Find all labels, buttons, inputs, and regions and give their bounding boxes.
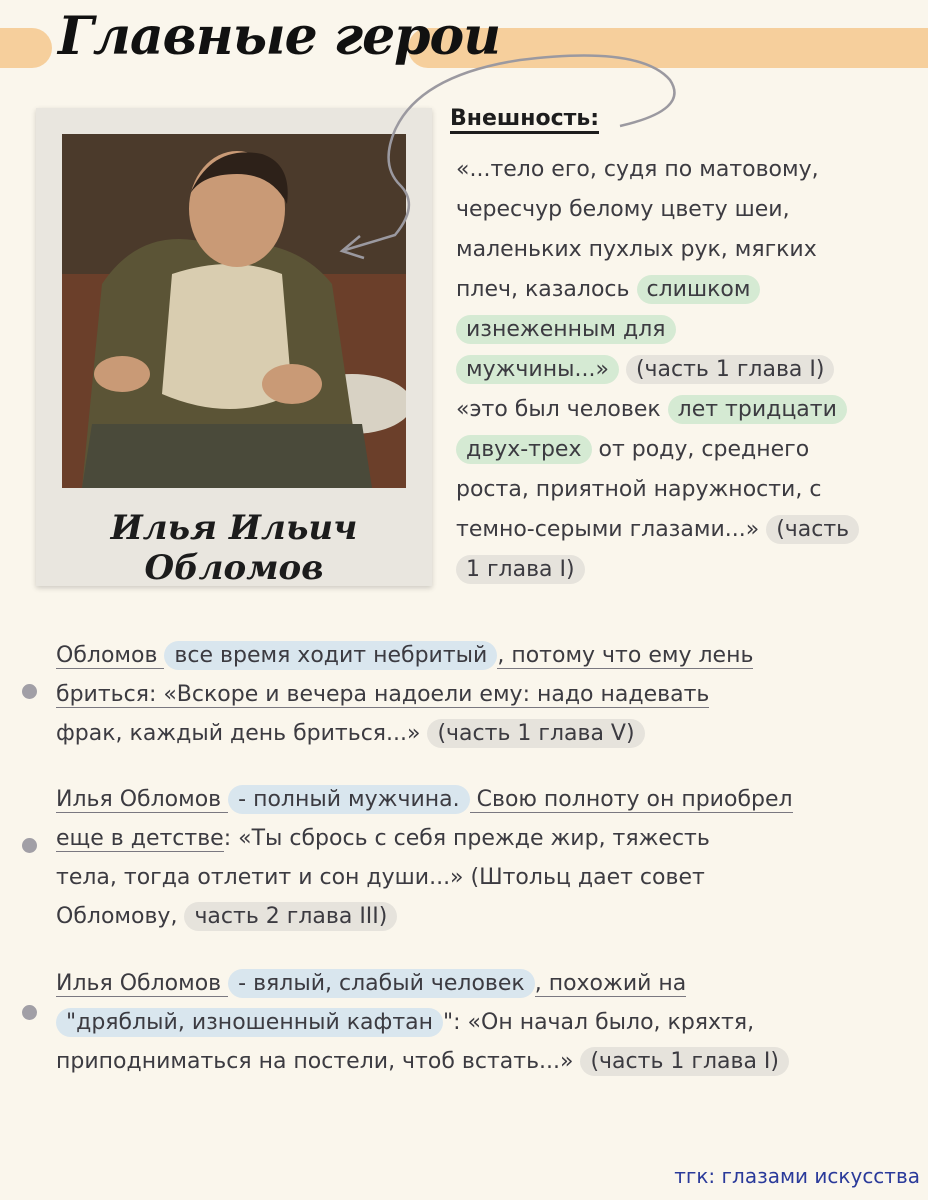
reference-badge: (часть bbox=[766, 515, 859, 544]
highlight-green: мужчины...» bbox=[456, 355, 619, 384]
quote-line bbox=[456, 310, 916, 350]
highlight-green: слишком bbox=[637, 275, 761, 304]
portrait-caption: Илья Ильич Обломов bbox=[110, 508, 358, 588]
bullet-item bbox=[56, 636, 916, 753]
quote-line bbox=[456, 350, 916, 390]
highlight-blue: - полный мужчина. bbox=[228, 785, 469, 814]
quote-line: «это был человек лет тридцати bbox=[456, 390, 916, 430]
quote-line: двух-трех от роду, среднего bbox=[456, 430, 916, 470]
bullet-line: фрак, каждый день бриться...» (часть 1 глава V) bbox=[56, 714, 916, 753]
appearance-label: Внешность: bbox=[450, 106, 599, 131]
bullet-line: Илья Обломов - вялый, слабый человек , похожий на bbox=[56, 971, 687, 996]
quote-line: «...тело его, судя по матовому, bbox=[456, 157, 819, 182]
reference-badge: (часть 1 глава V) bbox=[427, 719, 644, 748]
appearance-quotes bbox=[456, 150, 916, 590]
bullet-line: Обломову, часть 2 глава III) bbox=[56, 897, 916, 936]
quote-line: плеч, казалось слишком bbox=[456, 270, 916, 310]
bullet-item bbox=[56, 964, 916, 1081]
bullet-item bbox=[56, 780, 916, 936]
bullet-dot bbox=[22, 838, 37, 853]
page-title: Главные герои bbox=[58, 6, 500, 67]
bullet-line: бриться: «Вскоре и вечера надоели ему: надо надевать bbox=[56, 682, 710, 707]
highlight-blue: все время ходит небритый bbox=[164, 641, 497, 670]
bullet-dot bbox=[22, 1005, 37, 1020]
bullet-line: Обломов все время ходит небритый , потому что ему лень bbox=[56, 643, 754, 668]
quote-line: роста, приятной наружности, с bbox=[456, 477, 822, 502]
reference-badge: часть 2 глава III) bbox=[184, 902, 397, 931]
bullet-line: приподниматься на постели, чтоб встать...» (часть 1 глава I) bbox=[56, 1042, 916, 1081]
bullet-dot bbox=[22, 684, 37, 699]
bullet-line: еще в детстве: «Ты сбрось с себя прежде жир, тяжесть bbox=[56, 826, 710, 851]
highlight-green: лет тридцати bbox=[668, 395, 847, 424]
highlight-blue: "дряблый, изношенный кафтан bbox=[56, 1008, 443, 1037]
highlight-green: двух-трех bbox=[456, 435, 592, 464]
quote-line: темно-серыми глазами...» (часть bbox=[456, 510, 916, 550]
bullet-line: тела, тогда отлетит и сон души...» (Штольц дает совет bbox=[56, 865, 705, 890]
highlight-green: изнеженным для bbox=[456, 315, 676, 344]
bullet-line: "дряблый, изношенный кафтан ": «Он начал было, кряхтя, bbox=[56, 1003, 916, 1042]
bullet-line: Илья Обломов - полный мужчина. Свою полноту он приобрел bbox=[56, 787, 793, 812]
reference-badge: 1 глава I) bbox=[456, 555, 585, 584]
reference-badge: (часть 1 глава I) bbox=[626, 355, 835, 384]
quote-line bbox=[456, 550, 916, 590]
reference-badge: (часть 1 глава I) bbox=[580, 1047, 789, 1076]
highlight-blue: - вялый, слабый человек bbox=[228, 969, 535, 998]
quote-line: чересчур белому цвету шеи, bbox=[456, 197, 790, 222]
quote-line: маленьких пухлых рук, мягких bbox=[456, 237, 817, 262]
channel-footer: тгк: глазами искусства bbox=[674, 1164, 920, 1188]
